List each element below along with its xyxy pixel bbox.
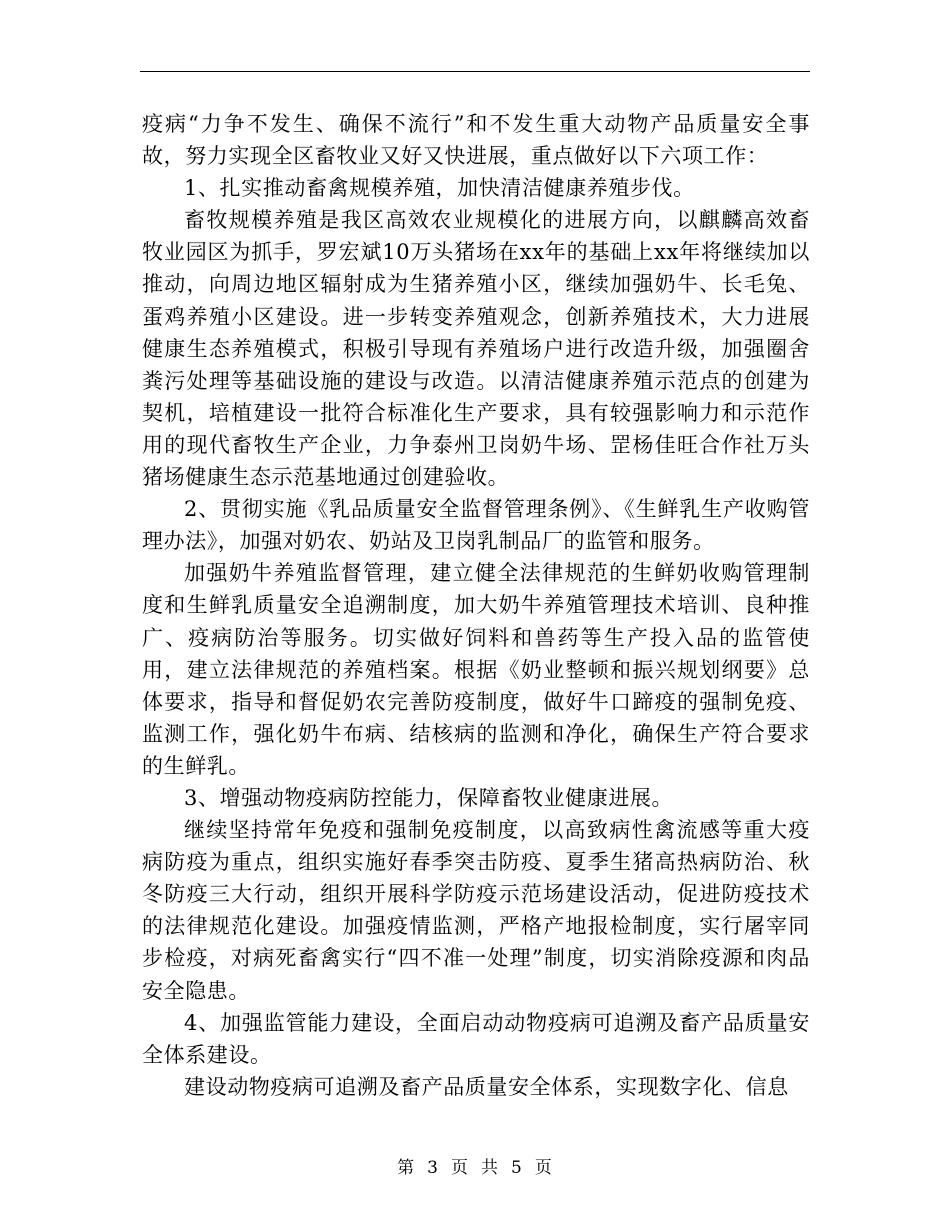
total-word: 页: [534, 1158, 553, 1178]
page-footer: [0, 1153, 950, 1178]
document-body: [142, 108, 810, 1103]
section-heading-1: 1、扎实推动畜禽规模养殖，加快清洁健康养殖步伐。: [184, 176, 695, 201]
page-number: 3: [427, 1158, 439, 1178]
paragraph: 建设动物疫病可追溯及畜产品质量安全体系，实现数字化、信息: [184, 1074, 789, 1099]
paragraph: 疫病“力争不发生、确保不流行”和不发生重大动物产品质量安全事故，努力实现全区畜牧业又好又快进展，重点做好以下六项工作：: [142, 112, 810, 169]
page-prefix: 第: [397, 1158, 416, 1178]
total-prefix: 共: [481, 1158, 499, 1178]
paragraph: 畜牧规模养殖是我区高效农业规模化的进展方向，以麒麟高效畜牧业园区为抓手，罗宏斌10万头猪场在xx年的基础上xx年将继续加以推动，向周边地区辐射成为生猪养殖小区，继续加强奶牛、长毛兔、蛋鸡养殖小区建设。进一步转变养殖观念，创新养殖技术，大力进展健康生态养殖模式，积极引导现有养殖场户进行改造升级，加强圈舍粪污处理等基础设施的建设与改造。以清洁健康养殖示范点的创建为契机，培植建设一批符合标准化生产要求，具有较强影响力和示范作用的现代畜牧生产企业，力争泰州卫岗奶牛场、罡杨佳旺合作社万头猪场健康生态示范基地通过创建验收。: [142, 208, 810, 490]
total-pages: 5: [511, 1158, 523, 1178]
section-heading-3: 3、增强动物疫病防控能力，保障畜牧业健康进展。: [184, 785, 674, 810]
page-word: 页: [451, 1158, 469, 1178]
paragraph: 加强奶牛养殖监督管理，建立健全法律规范的生鲜奶收购管理制度和生鲜乳质量安全追溯制度，加大奶牛养殖管理技术培训、良种推广、疫病防治等服务。切实做好饲料和兽药等生产投入品的监管使用，建立法律规范的养殖档案。根据《奶业整顿和振兴规划纲要》总体要求，指导和督促奶农完善防疫制度，做好牛口蹄疫的强制免疫、监测工作，强化奶牛布病、结核病的监测和净化，确保生产符合要求的生鲜乳。: [142, 561, 810, 778]
paragraph: 继续坚持常年免疫和强制免疫制度，以高致病性禽流感等重大疫病防疫为重点，组织实施好春季突击防疫、夏季生猪高热病防治、秋冬防疫三大行动，组织开展科学防疫示范场建设活动，促进防疫技术的法律规范化建设。加强疫情监测，严格产地报检制度，实行屠宰同步检疫，对病死畜禽实行“四不准一处理”制度，切实消除疫源和肉品安全隐患。: [142, 818, 810, 1003]
section-heading-2: 2、贯彻实施《乳品质量安全监督管理条例》、《生鲜乳生产收购管理办法》，加强对奶农、奶站及卫岗乳制品厂的监管和服务。: [142, 497, 810, 554]
header-rule: [140, 71, 810, 72]
section-heading-4: 4、加强监管能力建设，全面启动动物疫病可追溯及畜产品质量安全体系建设。: [142, 1010, 810, 1067]
